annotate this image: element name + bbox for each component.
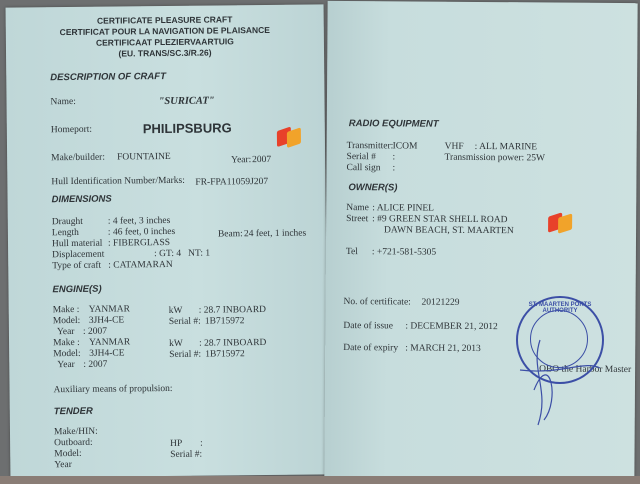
- beam-value: 24 feet, 1 inches: [243, 228, 307, 240]
- year-value: 2007: [252, 154, 272, 166]
- expiry-date-label: Date of expiry: [343, 343, 399, 354]
- homeport-value: PHILIPSBURG: [142, 120, 232, 137]
- vhf-value: : ALL MARINE: [474, 141, 538, 153]
- length-label: Length: [51, 227, 79, 239]
- engine-1-serial-label: Serial #:: [168, 316, 201, 327]
- engine-1-serial-value: 1B715972: [204, 316, 245, 327]
- engine-2-model-label: Model:: [53, 348, 81, 360]
- hull-id-label: Hull Identification Number/Marks:: [51, 175, 185, 188]
- transmitter-label: Transmitter:: [346, 141, 394, 152]
- callsign-label: Call sign: [346, 163, 381, 174]
- nt-value: NT: 1: [188, 248, 211, 259]
- engine-2-kw-label: kW: [169, 338, 183, 349]
- owner-street-label: Street: [346, 214, 369, 225]
- type-label: Type of craft: [52, 260, 102, 272]
- transmitter-value: ICOM: [392, 141, 418, 152]
- header-line-1: CERTIFICATE PLEASURE CRAFT: [96, 14, 233, 26]
- engine-2-serial-value: 1B715972: [205, 349, 245, 360]
- engine-1-year-value: : 2007: [82, 326, 108, 337]
- tender-make-label: Make/HIN:: [53, 426, 98, 438]
- owner-name-value: : ALICE PINEL: [372, 203, 435, 214]
- type-value: : CATAMARAN: [108, 259, 173, 271]
- header-line-4: (EU. TRANS/SC.3/R.26): [118, 47, 212, 59]
- issue-date-label: Date of issue: [343, 321, 394, 332]
- hull-material-value: : FIBERGLASS: [107, 237, 171, 249]
- engine-1-make-label: Make :: [52, 304, 80, 316]
- beam-label: Beam:: [217, 229, 243, 240]
- tel-label: Tel: [345, 247, 358, 258]
- engine-2-make-label: Make :: [53, 337, 80, 349]
- tender-model-label: Model:: [54, 448, 82, 460]
- tender-serial-label: Serial #:: [170, 449, 203, 460]
- engine-1-make-value: YANMAR: [88, 304, 130, 315]
- engine-1-model-value: 3JH4-CE: [88, 315, 125, 326]
- engine-1-model-label: Model:: [52, 315, 81, 327]
- hull-id-value: FR-FPA11059J207: [195, 176, 269, 188]
- engine-2-serial-label: Serial #:: [169, 349, 202, 360]
- owner-street-value: : #9 GREEN STAR SHELL ROAD: [372, 214, 508, 226]
- year-label: Year:: [231, 155, 252, 166]
- dimensions-heading: DIMENSIONS: [51, 193, 112, 206]
- power-label: Transmission power:: [444, 152, 525, 164]
- owner-street-value-2: DAWN BEACH, ST. MAARTEN: [384, 225, 514, 237]
- draught-value: : 4 feet, 3 inches: [107, 215, 171, 227]
- engine-2-make-value: YANMAR: [89, 337, 131, 348]
- engine-1-kw-value: : 28.7 INBOARD: [198, 304, 267, 316]
- tender-outboard-label: Outboard:: [54, 437, 93, 449]
- engine-1-year-label: Year: [56, 326, 75, 338]
- name-label: Name:: [50, 96, 76, 108]
- tender-hp-value: :: [200, 438, 203, 449]
- engine-2-kw-value: : 28.7 INBOARD: [199, 337, 267, 349]
- owner-name-label: Name: [346, 203, 369, 214]
- table-surface: [0, 476, 640, 484]
- homeport-label: Homeport:: [50, 124, 93, 136]
- maker-value: FOUNTAINE: [117, 151, 171, 163]
- tender-year-label: Year: [54, 460, 72, 471]
- left-page: [6, 4, 329, 477]
- draught-label: Draught: [51, 216, 83, 228]
- radio-serial-label: Serial #: [346, 152, 376, 163]
- stamp-text: ST. MAARTEN PORTS AUTHORITY: [528, 302, 592, 314]
- header-line-3: CERTIFICAAT PLEZIERVAARTUIG: [95, 36, 234, 48]
- displacement-label: Displacement: [52, 249, 105, 261]
- header-line-2: CERTIFICAT POUR LA NAVIGATION DE PLAISANCE: [59, 24, 270, 38]
- auxiliary-label: Auxiliary means of propulsion:: [53, 383, 173, 396]
- engine-2-year-label: Year: [57, 359, 75, 371]
- expiry-date-value: : MARCH 21, 2013: [405, 343, 481, 355]
- issue-date-value: : DECEMBER 21, 2012: [405, 321, 498, 333]
- owner-heading: OWNER(S): [348, 182, 398, 194]
- hull-material-label: Hull material: [51, 238, 103, 250]
- maker-label: Make/builder:: [51, 152, 106, 164]
- certificate-number-label: No. of certificate:: [343, 297, 411, 308]
- signature-caption: OBO the Harbor Master: [539, 364, 632, 376]
- radio-serial-value: :: [392, 152, 396, 163]
- engine-1-kw-label: kW: [168, 305, 183, 316]
- length-value: : 46 feet, 0 inches: [107, 226, 176, 238]
- certificate-number-value: 20121229: [421, 297, 460, 308]
- tel-value: : +721-581-5305: [371, 247, 437, 258]
- signature-scribble: [490, 330, 610, 430]
- engine-2-model-value: 3JH4-CE: [89, 348, 125, 359]
- power-value: 25W: [526, 153, 546, 164]
- radio-heading: RADIO EQUIPMENT: [348, 118, 439, 130]
- callsign-value: :: [392, 163, 396, 174]
- description-heading: DESCRIPTION OF CRAFT: [50, 71, 166, 84]
- tender-hp-label: HP: [170, 438, 183, 449]
- gt-value: : GT: 4: [154, 248, 182, 260]
- vhf-label: VHF: [444, 141, 464, 152]
- engine-2-year-value: : 2007: [83, 359, 108, 370]
- tender-heading: TENDER: [53, 405, 93, 418]
- name-value: "SURICAT": [158, 95, 215, 108]
- engines-heading: ENGINE(S): [52, 283, 102, 296]
